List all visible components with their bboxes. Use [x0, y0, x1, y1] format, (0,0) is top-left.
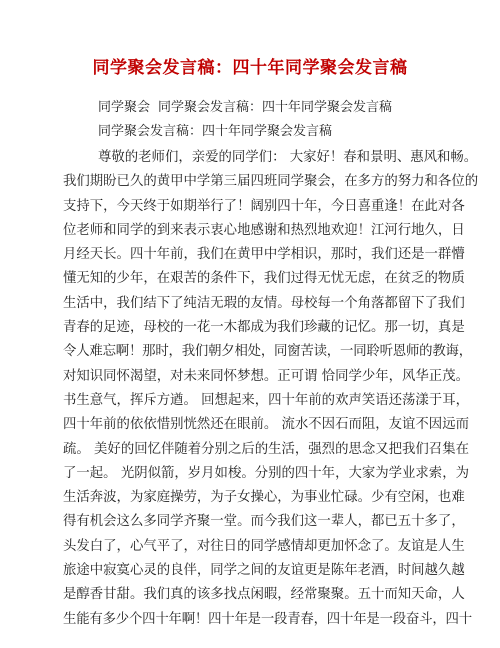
body-line: 头发白了，心气平了，对往日的同学感情却更加怀念了。友谊是人生: [63, 538, 465, 554]
body-line: 是醇香甘甜。我们真的该多找点闲暇，经常聚聚。五十而知天命，人: [63, 587, 465, 603]
body-line: 青春的足迹，母校的一花一木都成为我们珍藏的记忆。那一切，真是: [63, 320, 465, 336]
subheading-line-2: [98, 123, 332, 141]
body-line: 懂无知的少年，在艰苦的条件下，我们过得无忧无虑，在贫乏的物质: [63, 271, 465, 287]
subheading-category: 同学聚会: [98, 100, 151, 115]
document-title: 同学聚会发言稿：四十年同学聚会发言稿: [92, 58, 408, 78]
body-line: 旅途中寂寞心灵的良伴，同学之间的友谊更是陈年老酒，时间越久越: [63, 563, 465, 579]
body-line: 支持下，今天终于如期举行了！阔别四十年，今日喜重逢！在此对各: [63, 198, 465, 214]
body-line: 得有机会这么多同学齐聚一堂。而今我们这一辈人，都已五十多了，: [63, 514, 465, 530]
subheading-line-1: [98, 99, 392, 117]
subheading-title-repeat: 同学聚会发言稿：四十年同学聚会发言稿: [98, 124, 333, 139]
speech-body: [63, 146, 479, 632]
body-line: 生活奔波，为家庭操劳，为子女操心，为事业忙碌。少有空闲，也难: [63, 490, 465, 506]
body-line: 对知识同怀渴望，对未来同怀梦想。正可谓 恰同学少年，风华正茂。: [63, 368, 469, 384]
body-line: 生活中，我们结下了纯洁无瑕的友情。母校每一个角落都留下了我们: [63, 295, 465, 311]
body-line: 疏。 美好的回忆伴随着分别之后的生活，强烈的思念又把我们召集在: [63, 441, 469, 457]
body-line: 了一起。 光阴似箭，岁月如梭。分别的四十年，大家为学业求索，为: [63, 465, 469, 481]
body-line: 位老师和同学的到来表示衷心地感谢和热烈地欢迎！江河行地久，日: [63, 222, 465, 238]
subheading-title: 同学聚会发言稿：四十年同学聚会发言稿: [158, 100, 393, 115]
body-line: 令人难忘啊！那时，我们朝夕相处，同窗苦读，一同聆听恩师的教诲，: [63, 344, 472, 360]
body-line: 尊敬的老师们，亲爱的同学们： 大家好！春和景明、惠风和畅。: [98, 150, 478, 165]
body-line: 我们期盼已久的黄甲中学第三届四班同学聚会，在多方的努力和各位的: [63, 174, 479, 190]
body-line: 月经天长。四十年前，我们在黄甲中学相识，那时，我们还是一群懵: [63, 247, 465, 263]
body-line: 四十年前的依依惜别恍然还在眼前。 流水不因石而阻，友谊不因远而: [63, 417, 469, 433]
body-line: 生能有多少个四十年啊！四十年是一段青春，四十年是一段奋斗，四十: [63, 611, 472, 627]
body-line: 书生意气，挥斥方遒。 回想起来，四十年前的欢声笑语还荡漾于耳，: [63, 392, 469, 408]
